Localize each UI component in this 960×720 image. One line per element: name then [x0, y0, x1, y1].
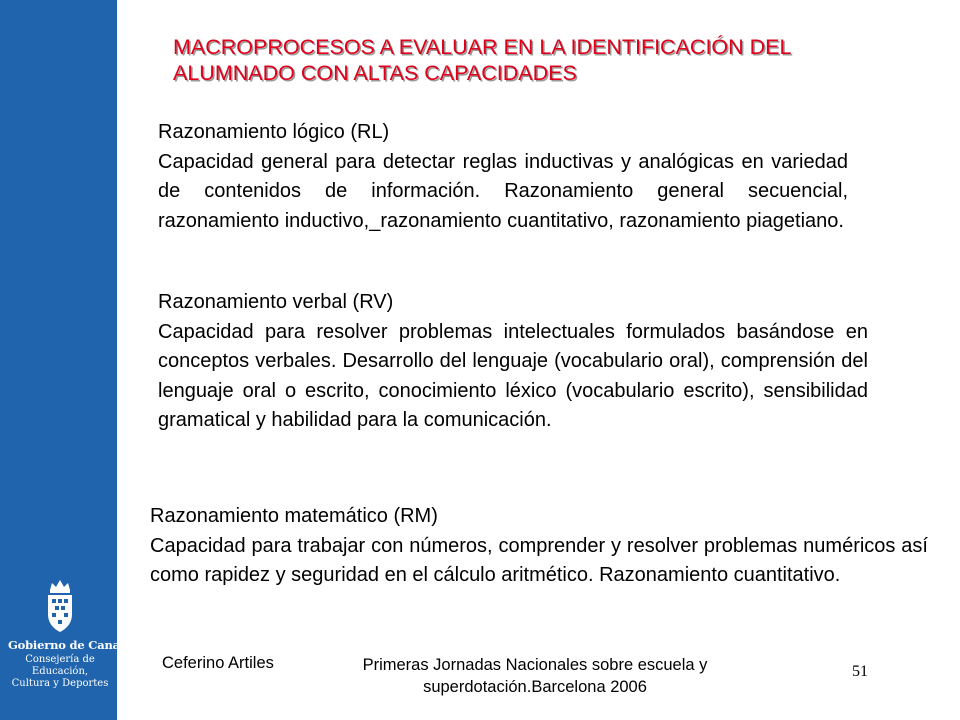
slide-title-line1: MACROPROCESOS A EVALUAR EN LA IDENTIFICACIÓN DEL [173, 35, 792, 59]
section-mathematical-reasoning [150, 502, 928, 591]
slide-title-line2: ALUMNADO CON ALTAS CAPACIDADES [173, 61, 577, 85]
government-logo [8, 578, 144, 690]
section-heading: Razonamiento lógico (RL) [158, 121, 390, 143]
slide-title [173, 34, 893, 86]
logo-name: Gobierno de Canarias [8, 638, 144, 652]
footer-author: Ceferino Artiles [162, 654, 274, 672]
left-sidebar [0, 0, 144, 720]
section-heading: Razonamiento verbal (RV) [158, 291, 394, 313]
footer-event: Primeras Jornadas Nacionales sobre escuela y superdotación.Barcelona 2006 [362, 656, 708, 696]
section-verbal-reasoning [158, 288, 868, 436]
page-number: 51 [852, 663, 868, 680]
section-heading: Razonamiento matemático (RM) [150, 505, 438, 527]
logo-subtitle-line1: Consejería de Educación, [25, 654, 95, 677]
section-body: Capacidad para resolver problemas intelectuales formulados basándose en conceptos verbales. Desarrollo del lenguaje (vocabulario oral), comprensión del lenguaje oral o escrito, conocimiento léxico (vocabulario escrito), sensibilidad gramatical y habilidad para la comunicación. [158, 320, 868, 431]
logo-subtitle [8, 654, 112, 690]
section-body: Capacidad general para detectar reglas inductivas y analógicas en variedad de contenidos de información. Razonamiento general secuencial, razonamiento inductivo,_razonamiento cuantitativo, razonamiento piagetiano. [158, 150, 848, 232]
logo-subtitle-line2: Cultura y Deportes [11, 678, 109, 689]
section-body: Capacidad para trabajar con números, comprender y resolver problemas numéricos así como rapidez y seguridad en el cálculo aritmético. Razonamiento cuantitativo. [150, 534, 928, 586]
coat-of-arms-icon [8, 578, 112, 634]
section-logical-reasoning [158, 118, 848, 236]
